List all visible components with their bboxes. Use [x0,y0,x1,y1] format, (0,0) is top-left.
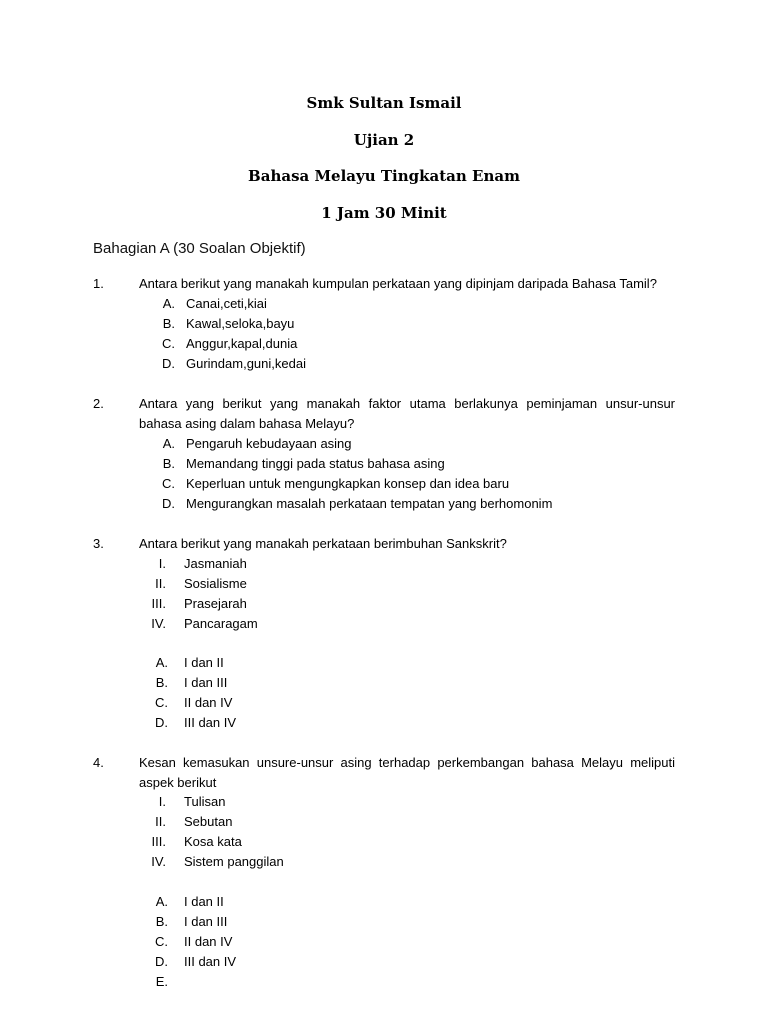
option-text: Pengaruh kebudayaan asing [186,436,352,451]
question-text: Kesan kemasukan unsure-unsur asing terhadap perkembangan bahasa Melayu meliputi aspek berikut [139,755,675,790]
roman-label: III. [151,596,166,611]
question-text: Antara berikut yang manakah kumpulan perkataan yang dipinjam daripada Bahasa Tamil? [139,276,657,291]
option-text: Canai,ceti,kiai [186,296,267,311]
exam-duration: 1 Jam 30 Minit [321,204,447,222]
option-label: B. [155,675,168,690]
option-label: C. [162,336,175,351]
option-label: E. [155,974,168,989]
roman-item-text: Sistem panggilan [184,854,284,869]
roman-label: II. [155,814,166,829]
option-label: B. [162,456,175,471]
option-text: Kawal,seloka,bayu [186,316,295,331]
roman-item-text: Prasejarah [184,596,247,611]
question-number: 4. [93,755,104,770]
exam-title: Ujian 2 [353,131,415,149]
option-text: Anggur,kapal,dunia [186,336,298,351]
roman-item-text: Jasmaniah [184,556,247,571]
question-number: 3. [93,536,104,551]
roman-item-text: Sosialisme [184,576,247,591]
roman-label: III. [151,834,166,849]
option-text: Mengurangkan masalah perkataan tempatan yang berhomonim [186,496,553,511]
option-label: C. [162,476,175,491]
question-text: Antara berikut yang manakah perkataan berimbuhan Sankskrit? [139,536,507,551]
roman-label: IV. [151,616,166,631]
option-text: I dan II [184,894,224,909]
question-number: 2. [93,396,104,411]
section-heading: Bahagian A (30 Soalan Objektif) [93,240,306,257]
option-label: B. [162,316,175,331]
roman-item-text: Pancaragam [184,616,258,631]
question-number: 1. [93,276,104,291]
option-label: D. [155,715,168,730]
option-text: I dan III [184,914,228,929]
option-text: I dan II [184,655,224,670]
roman-item-text: Sebutan [184,814,233,829]
option-label: D. [155,954,168,969]
roman-label: I. [158,556,166,571]
option-label: C. [155,934,168,949]
option-text: Memandang tinggi pada status bahasa asing [186,456,445,471]
option-text: Keperluan untuk mengungkapkan konsep dan idea baru [186,476,510,491]
option-label: A. [162,296,175,311]
roman-item-text: Tulisan [184,794,226,809]
option-text: III dan IV [184,715,237,730]
roman-item-text: Kosa kata [184,834,242,849]
option-label: A. [162,436,175,451]
option-text: II dan IV [184,695,233,710]
option-label: B. [155,914,168,929]
subject-title: Bahasa Melayu Tingkatan Enam [248,167,520,185]
option-text: I dan III [184,675,228,690]
option-label: A. [155,894,168,909]
option-text: III dan IV [184,954,237,969]
option-label: D. [162,496,175,511]
school-name: Smk Sultan Ismail [306,94,462,112]
question-text: Antara yang berikut yang manakah faktor utama berlakunya peminjaman unsur-unsur bahasa asing dalam bahasa Melayu? [139,396,675,431]
option-label: D. [162,356,175,371]
option-text: II dan IV [184,934,233,949]
roman-label: II. [155,576,166,591]
roman-label: I. [158,794,166,809]
option-label: A. [155,655,168,670]
roman-label: IV. [151,854,166,869]
option-text: Gurindam,guni,kedai [186,356,306,371]
option-label: C. [155,695,168,710]
